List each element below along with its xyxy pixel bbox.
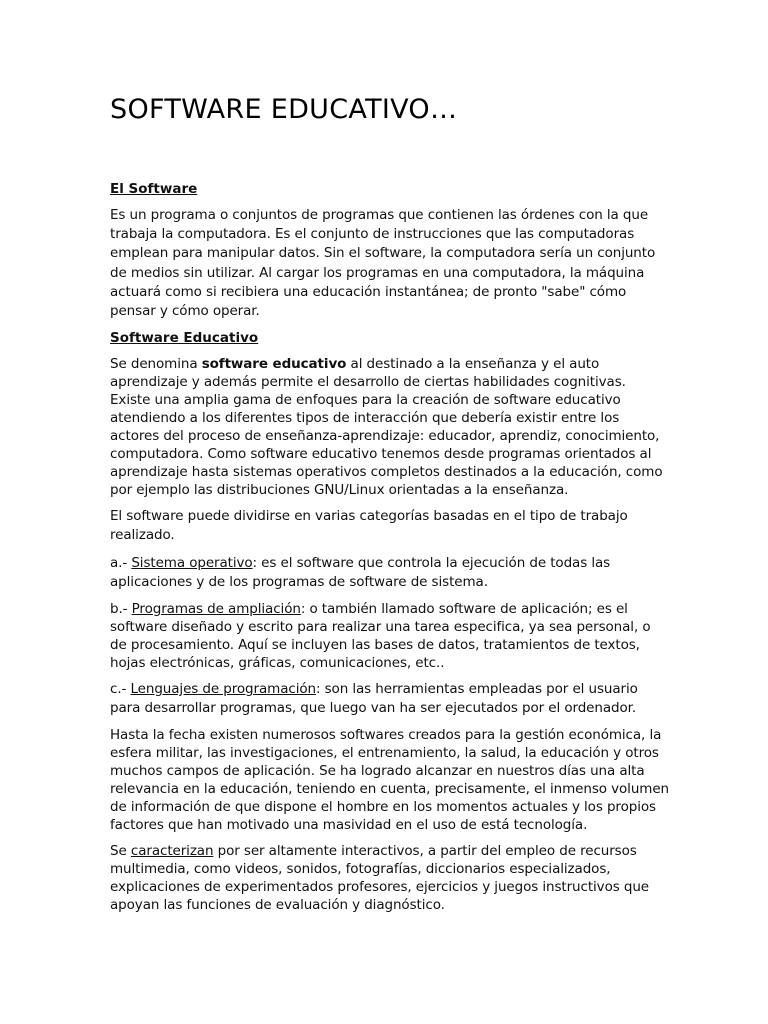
features-term: caracterizan [130,843,214,860]
features-prefix: Se [110,843,131,860]
list-item-sistema-operativo [110,554,670,592]
item-a-rest: : es el software que controla la ejecución de todas las aplicaciones y de los programas de software de sistema. [110,554,611,590]
list-item-programas-ampliacion [110,600,670,672]
item-a-term: Sistema operativo [131,554,253,571]
intro-prefix: Se denomina [110,356,202,373]
paragraph-software-educativo-intro [110,355,670,499]
paragraph-categories-intro: El software puede dividirse en varias categorías basadas en el tipo de trabajo realizado. [110,508,628,544]
document-title: SOFTWARE EDUCATIVO… [110,94,458,125]
item-b-rest: : o también llamado software de aplicación; es el software diseñado y escrito para realizar una tarea especifica, ya sea personal, o de procesamiento. Aquí se incluyen las bases de datos, tratamientos de textos, hojas electrónicas, gráficas, comunicaciones, etc.. [110,601,651,672]
item-c-term: Lenguajes de programación [130,681,316,698]
section-heading-software: El Software [110,181,198,197]
list-item-lenguajes-programacion [110,680,670,718]
section-heading-software-educativo: Software Educativo [110,330,259,347]
intro-rest: al destinado a la enseñanza y el auto aprendizaje y además permite el desarrollo de ciertas habilidades cognitivas. Existe una amplia gama de enfoques para la creación de software educativo atendiendo a los diferentes tipos de interacción que debería existir entre los actores del proceso de enseñanza-aprendizaje: educador, aprendiz, conocimiento, computadora. Como software educativo tenemos desde programas orientados al aprendizaje hasta sistemas operativos completos destinados a la educación, como por ejemplo las distribuciones GNU/Linux orientadas a la enseñanza. [110,356,663,499]
features-rest: por ser altamente interactivos, a partir del empleo de recursos multimedia, como videos, sonidos, fotografías, diccionarios especializados, explicaciones de experimentados profesores, ejercicios y juegos instructivos que apoyan las funciones de evaluación y diagnóstico. [110,843,649,914]
item-b-prefix: b.- [110,601,132,618]
paragraph-software-definition: Es un programa o conjuntos de programas que contienen las órdenes con la que trabaja la computadora. Es el conjunto de instrucciones que las computadoras emplean para manipular datos. Sin el software, la computadora sería un conjunto de medios sin utilizar. Al cargar los programas en una computadora, la máquina actuará como si recibiera una educación instantánea; de pronto "sabe" cómo pensar y cómo operar. [110,207,656,320]
item-c-rest: : son las herramientas empleadas por el usuario para desarrollar programas, que luego van ha ser ejecutados por el ordenador. [110,681,638,717]
document-page [110,92,670,922]
item-b-term: Programas de ampliación [131,601,301,618]
paragraph-history: Hasta la fecha existen numerosos softwares creados para la gestión económica, la esfera militar, las investigaciones, el entrenamiento, la salud, la educación y otros muchos campos de aplicación. Se ha logrado alcanzar en nuestros días una alta relevancia en la educación, teniendo en cuenta, precisamente, el inmenso volumen de información de que dispone el hombre en los momentos actuales y los propios factores que han motivado una masividad en el uso de está tecnología. [110,727,669,834]
paragraph-features [110,842,670,914]
item-c-prefix: c.- [110,681,131,698]
item-a-prefix: a.- [110,554,132,571]
intro-bold-term: software educativo [201,356,347,373]
